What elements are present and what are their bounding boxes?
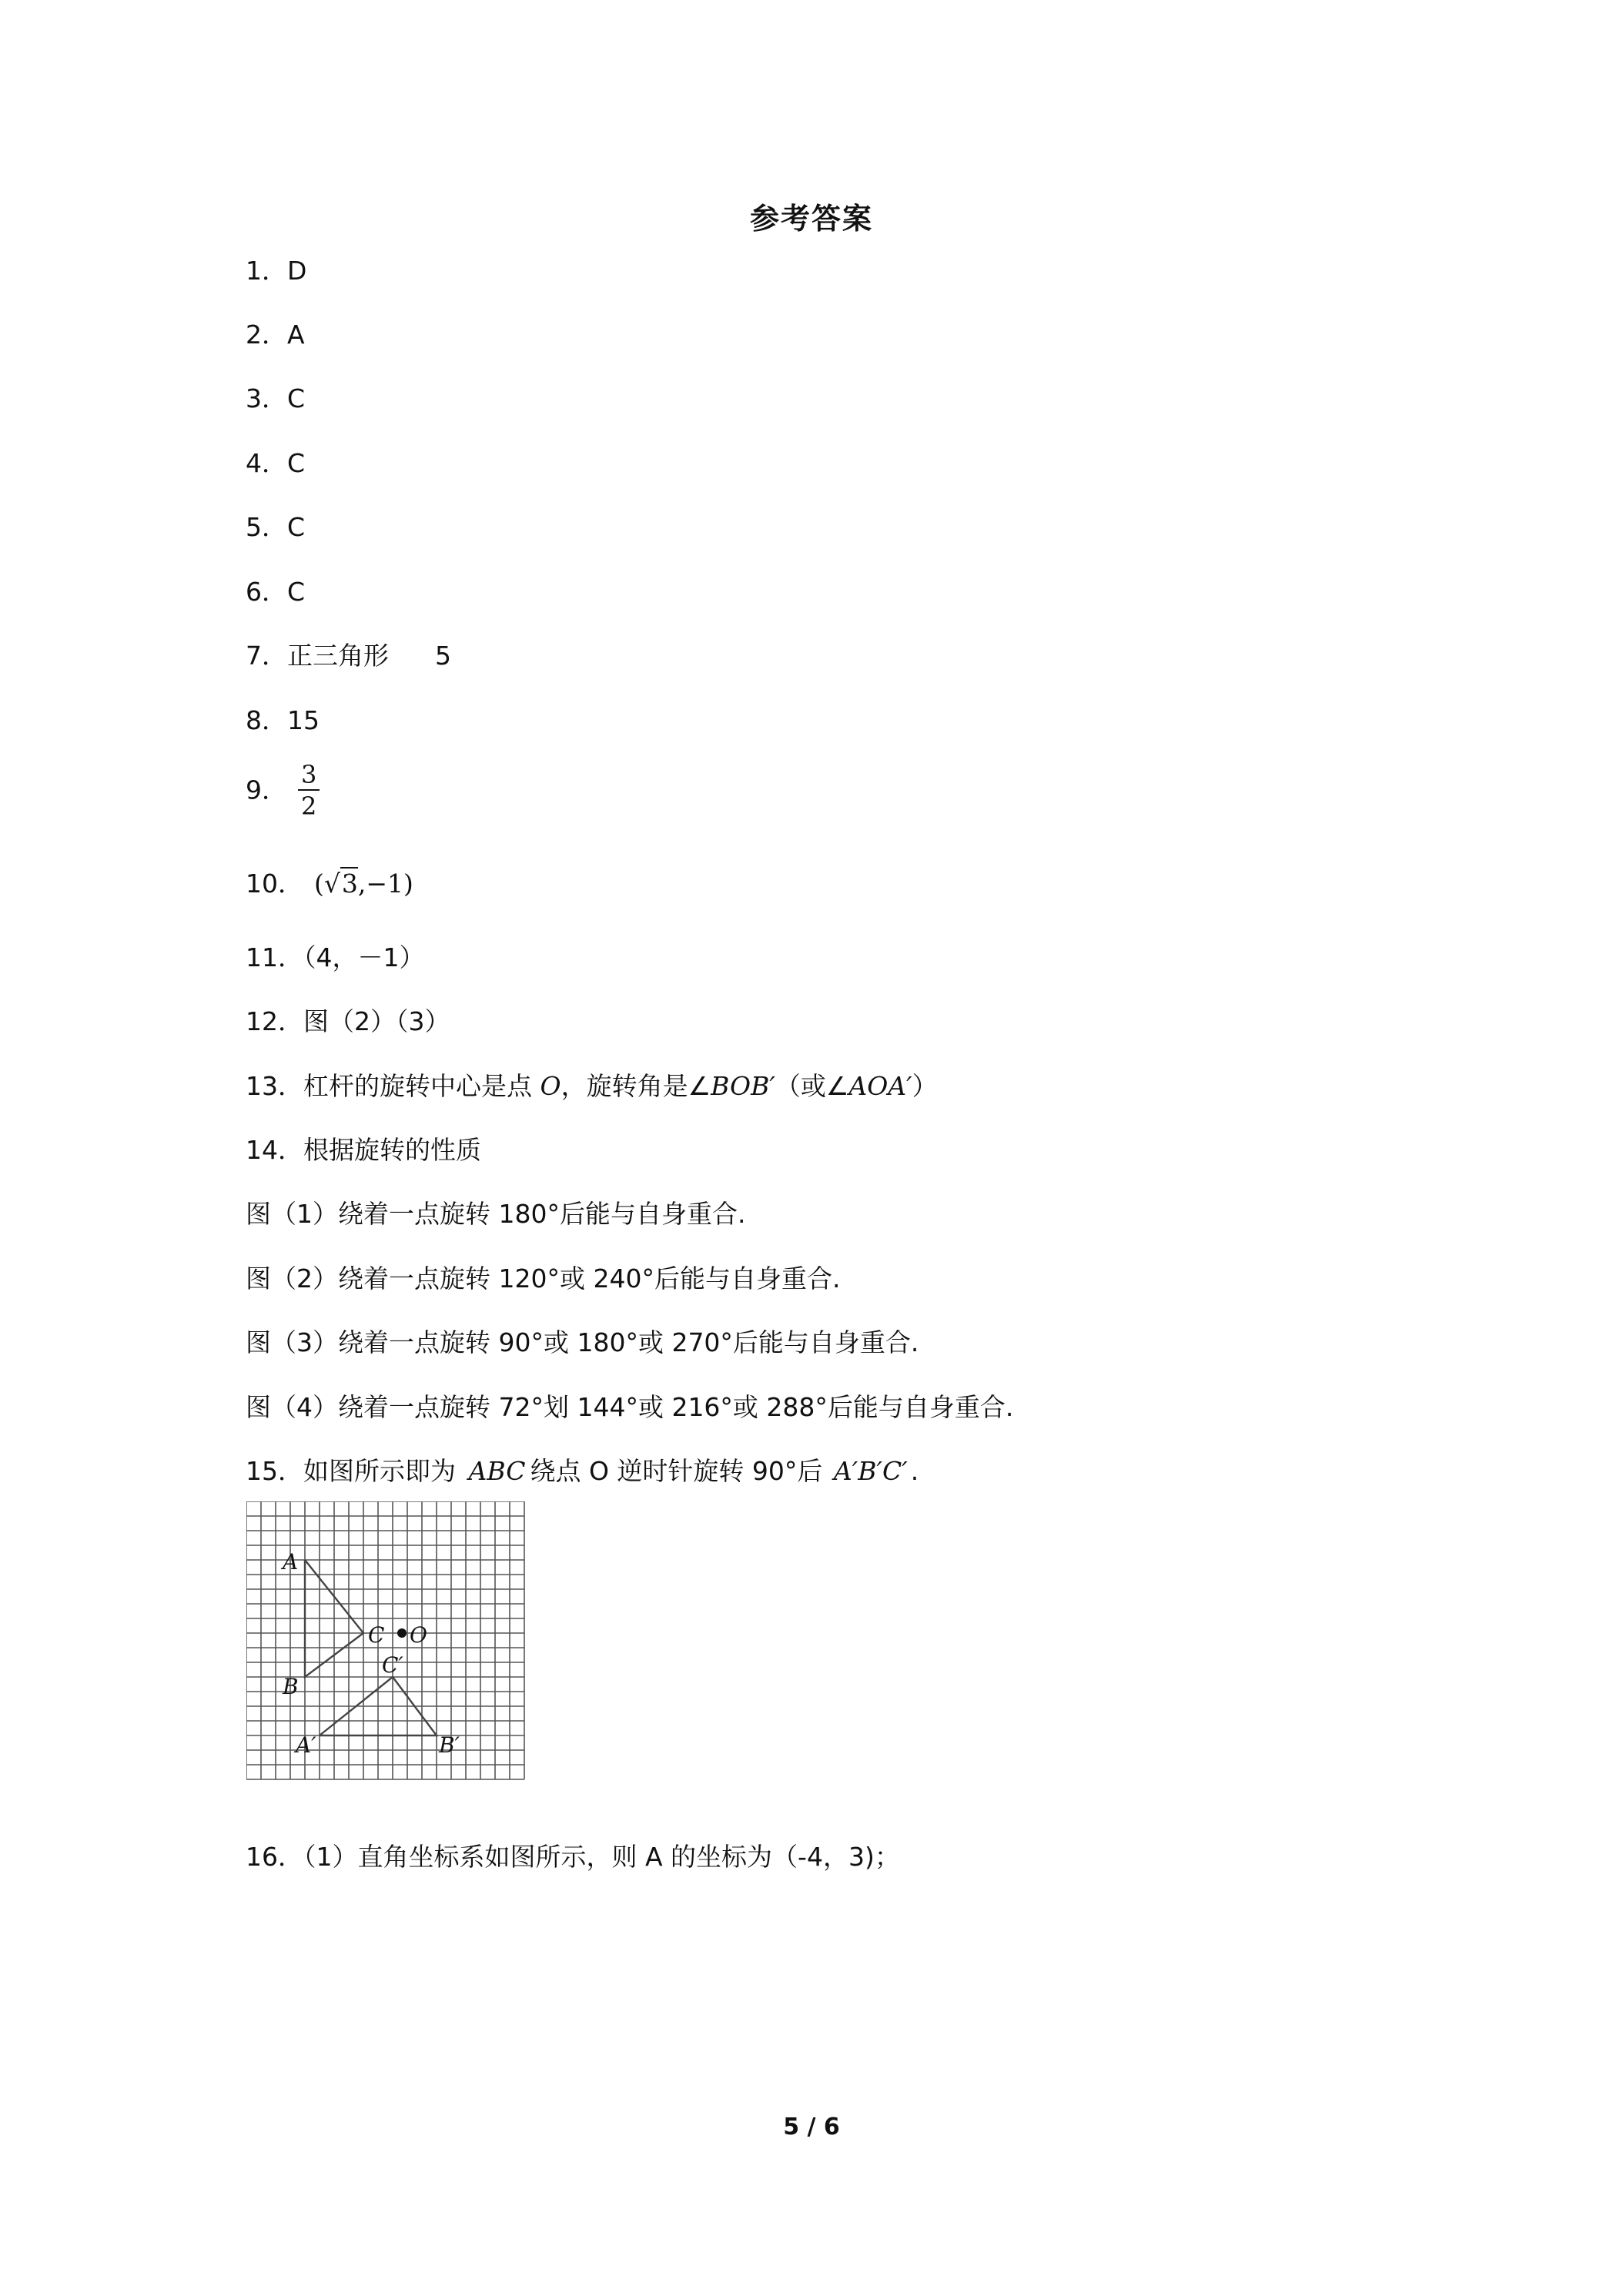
answer-4: 4．C [246, 448, 306, 478]
label-b: B [283, 1674, 299, 1699]
grid-lines [246, 1501, 524, 1779]
label-a-prime: A′ [296, 1732, 316, 1758]
answer-9: 9． $\frac{3}{2}$ [246, 758, 320, 822]
answer-15: 15．如图所示即为 ABC 绕点 O 逆时针旋转 90°后 A′B′C′ . [246, 1456, 919, 1486]
label-b-prime: B′ [439, 1732, 460, 1758]
rotation-grid-figure [246, 1501, 539, 1794]
label-a: A [283, 1549, 299, 1575]
answer-2: 2．A [246, 320, 305, 350]
answer-12: 12．图（2）（3） [246, 1006, 450, 1036]
answer-14-fig3: 图（3）绕着一点旋转 90°或 180°或 270°后能与自身重合. [246, 1327, 919, 1357]
label-o: O [410, 1622, 427, 1648]
answer-6: 6．C [246, 577, 306, 607]
answer-13: 13．杠杆的旋转中心是点 O，旋转角是∠BOB′（或∠AOA′） [246, 1071, 938, 1101]
answer-3: 3．C [246, 383, 306, 413]
label-c-prime: C′ [382, 1652, 403, 1678]
answer-11: 11．（4，－1） [246, 942, 425, 972]
answer-14: 14．根据旋转的性质 [246, 1135, 481, 1165]
answer-14-fig2: 图（2）绕着一点旋转 120°或 240°后能与自身重合. [246, 1263, 841, 1294]
answer-10: 10． (√3,−1) [246, 869, 413, 899]
answer-16: 16．（1）直角坐标系如图所示，则 A 的坐标为（-4，3)； [246, 1842, 900, 1872]
answer-5: 5．C [246, 512, 306, 542]
page-title: 参考答案 [749, 202, 873, 236]
label-c: C [368, 1622, 385, 1648]
answer-14-fig4: 图（4）绕着一点旋转 72°划 144°或 216°或 288°后能与自身重合. [246, 1392, 1014, 1422]
answer-7: 7．正三角形 5 [246, 641, 451, 671]
point-o [397, 1628, 407, 1638]
answer-14-fig1: 图（1）绕着一点旋转 180°后能与自身重合. [246, 1199, 746, 1229]
page-number: 5 / 6 [783, 2114, 840, 2140]
fraction: $\frac{3}{2}$ [298, 760, 320, 822]
answer-8: 8．15 [246, 705, 320, 735]
answer-1: 1．D [246, 256, 307, 286]
